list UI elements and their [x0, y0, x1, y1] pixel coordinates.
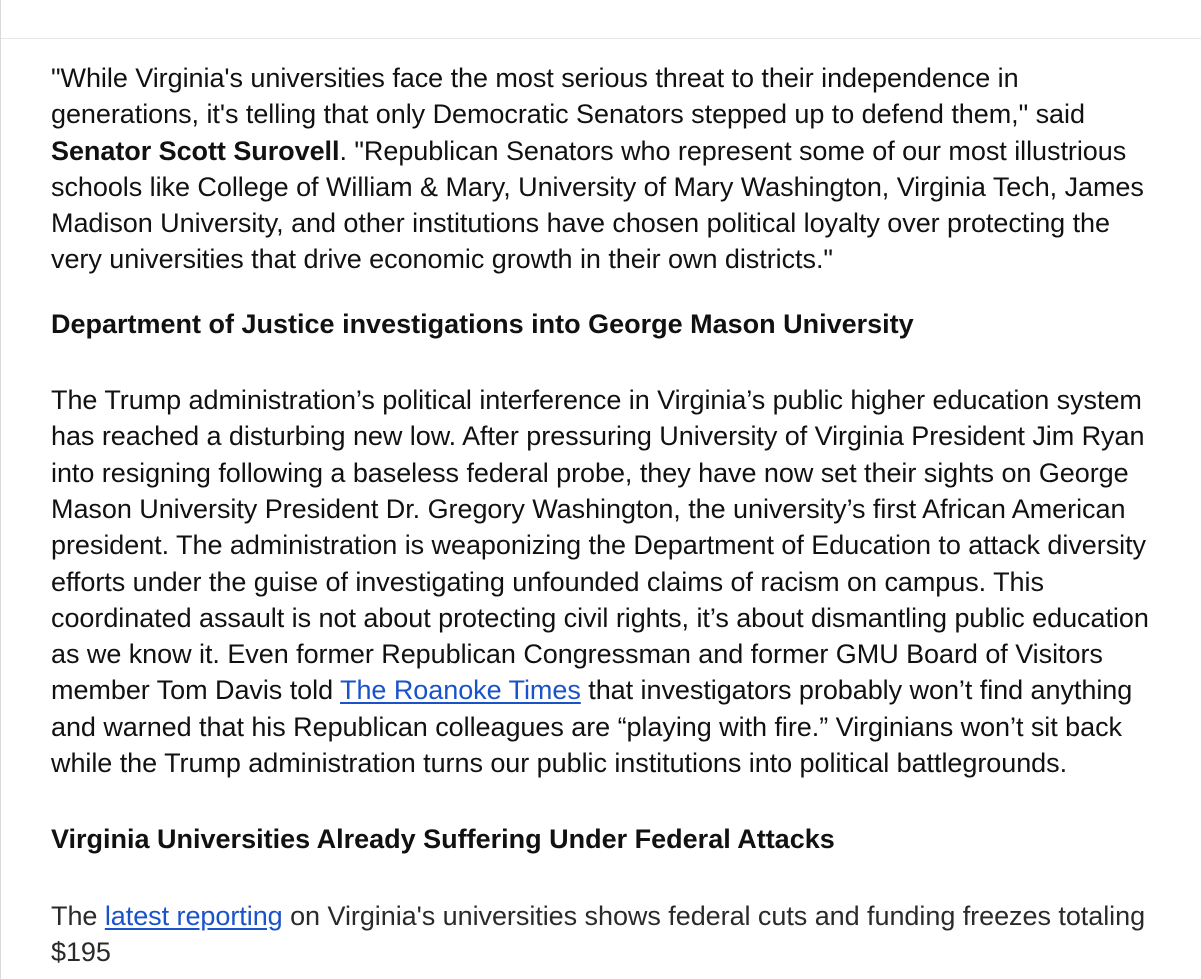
article-content [51, 60, 1161, 967]
top-divider [1, 38, 1201, 39]
cutoff-text-start: The [51, 900, 105, 931]
cutoff-paragraph [51, 898, 1161, 971]
roanoke-times-link[interactable]: The Roanoke Times [340, 675, 581, 706]
section-body-doj [51, 382, 1161, 781]
cutoff-paragraph-container [51, 898, 1161, 967]
speaker-name: Senator Scott Surovell [51, 135, 340, 166]
body-text-end: that investigators probably won’t find anything and warned that his Republican colleagues are “playing with fire.” Virginians won’t sit back while the Trump administration turns our public institutions into political battlegrounds. [51, 675, 1133, 779]
cutoff-text-rest: on Virginia's universities shows federal cuts and funding freezes totaling $195 [51, 900, 1146, 967]
quote-text-start: "While Virginia's universities face the most serious threat to their independence in generations, it's telling that only Democratic Senators stepped up to defend them," said [51, 63, 1085, 130]
quote-text-end: . "Republican Senators who represent some of our most illustrious schools like College of William & Mary, University of Mary Washington, Virginia Tech, James Madison University, and other institutions have chosen political loyalty over protecting the very universities that drive economic growth in their own districts." [51, 135, 1144, 275]
quote-paragraph [51, 60, 1161, 278]
latest-reporting-link[interactable]: latest reporting [104, 900, 283, 931]
section-heading-federal-attacks: Virginia Universities Already Suffering Under Federal Attacks [51, 824, 835, 855]
body-text-start: The Trump administration’s political interference in Virginia’s public higher education system has reached a disturbing new low. After pressuring University of Virginia President Jim Ryan into resigning following a baseless federal probe, they have now set their sights on George Mason University President Dr. Gregory Washington, the university’s first African American president. The administration is weaponizing the Department of Education to attack diversity efforts under the guise of investigating unfounded claims of racism on campus. This coordinated assault is not about protecting civil rights, it’s about dismantling public education as we know it. Even former Republican Congressman and former GMU Board of Visitors member Tom Davis told [51, 385, 1149, 706]
section-heading-doj: Department of Justice investigations into George Mason University [51, 308, 914, 339]
